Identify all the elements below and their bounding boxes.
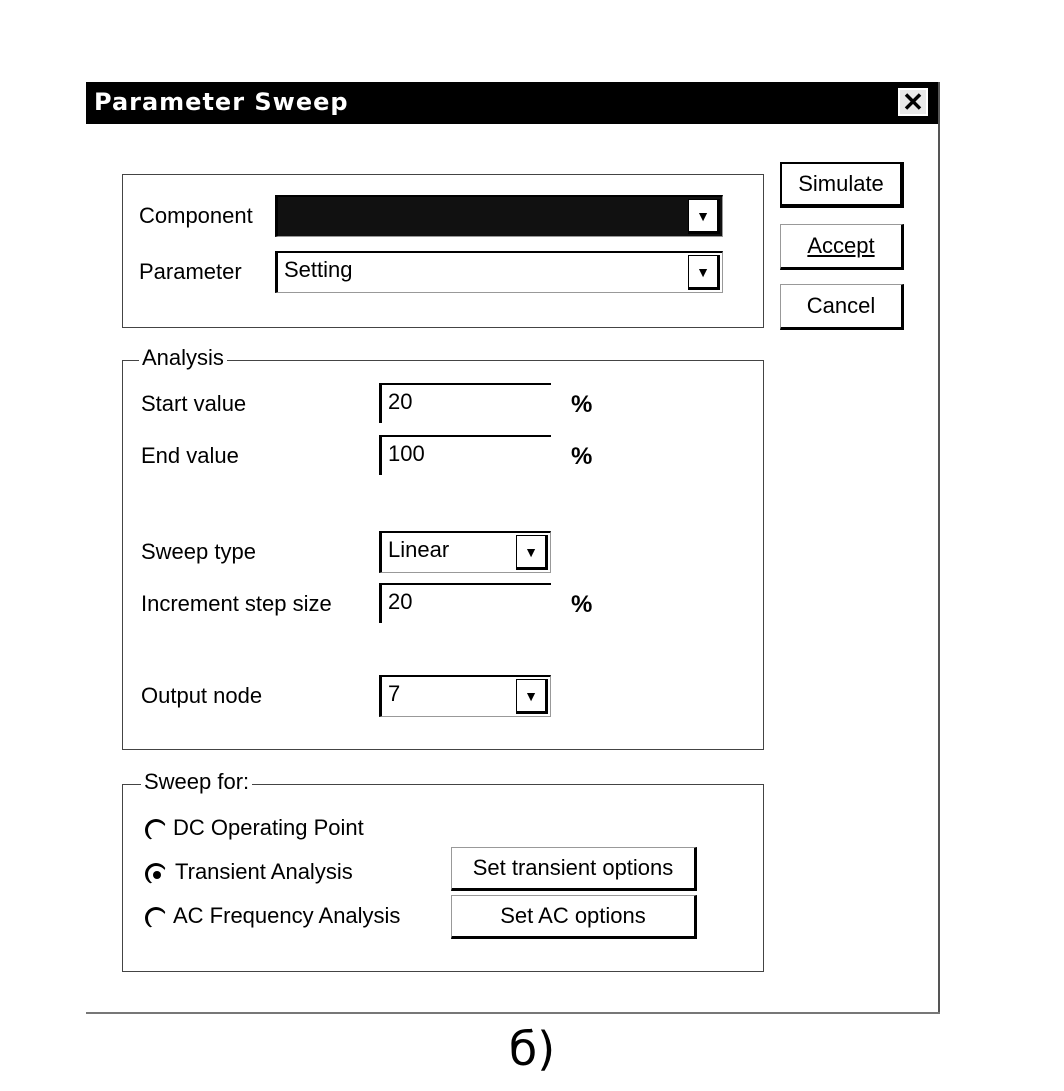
parameter-select[interactable]	[275, 251, 723, 293]
parameter-label: Parameter	[139, 259, 242, 284]
transient-analysis-label: Transient Analysis	[175, 859, 353, 884]
end-value-field[interactable]	[388, 441, 538, 467]
analysis-group	[122, 345, 764, 750]
dc-operating-point-label: DC Operating Point	[173, 815, 364, 840]
step-size-unit: %	[571, 591, 593, 618]
step-size-field[interactable]	[388, 589, 538, 615]
start-value-unit: %	[571, 391, 593, 418]
step-size-field-box	[379, 583, 551, 623]
radio-selected-dot	[153, 871, 161, 879]
sweep-type-label: Sweep type	[141, 539, 256, 564]
title-bar	[86, 82, 938, 124]
dialog-bottom-edge	[86, 1012, 940, 1014]
sweep-for-group	[122, 769, 764, 972]
accept-button[interactable]	[780, 224, 904, 270]
start-value-field[interactable]	[388, 389, 538, 415]
cancel-button-label: Cancel	[806, 293, 876, 318]
set-transient-options-label: Set transient options	[472, 855, 674, 880]
parameter-select-value: Setting	[284, 257, 353, 282]
chevron-down-icon[interactable]: ▼	[688, 199, 720, 234]
component-select[interactable]	[275, 195, 723, 237]
output-node-select[interactable]	[379, 675, 551, 717]
component-label: Component	[139, 203, 253, 228]
chevron-down-icon[interactable]: ▼	[516, 535, 548, 570]
start-value-field-box	[379, 383, 551, 423]
output-node-value: 7	[388, 681, 401, 706]
output-node-label: Output node	[141, 683, 263, 708]
parameter-sweep-dialog	[86, 82, 940, 1014]
ac-frequency-analysis-radio[interactable]	[145, 907, 167, 929]
accept-button-label: Accept	[807, 233, 875, 258]
window-title: Parameter Sweep	[94, 88, 349, 116]
simulate-button[interactable]	[780, 162, 904, 208]
end-value-unit: %	[571, 443, 593, 470]
simulate-button-label: Simulate	[798, 171, 884, 196]
set-ac-options-label: Set AC options	[500, 903, 646, 928]
end-value-field-box	[379, 435, 551, 475]
sweep-type-select[interactable]	[379, 531, 551, 573]
chevron-down-icon[interactable]: ▼	[688, 255, 720, 290]
figure-caption: б)	[508, 1022, 556, 1076]
close-icon: ✕	[902, 87, 924, 117]
dc-operating-point-radio[interactable]	[145, 819, 167, 841]
cancel-button[interactable]	[780, 284, 904, 330]
start-value-label: Start value	[141, 391, 247, 416]
chevron-down-icon[interactable]: ▼	[516, 679, 548, 714]
sweep-for-group-label: Sweep for:	[141, 769, 252, 795]
set-transient-options-button[interactable]	[451, 847, 697, 891]
transient-analysis-radio[interactable]	[145, 863, 167, 885]
step-size-label: Increment step size	[141, 591, 332, 616]
component-group	[122, 174, 764, 328]
ac-frequency-analysis-label: AC Frequency Analysis	[173, 903, 401, 928]
end-value-label: End value	[141, 443, 239, 468]
set-ac-options-button[interactable]	[451, 895, 697, 939]
sweep-type-value: Linear	[388, 537, 450, 562]
analysis-group-label: Analysis	[139, 345, 227, 371]
close-button[interactable]	[898, 88, 928, 116]
